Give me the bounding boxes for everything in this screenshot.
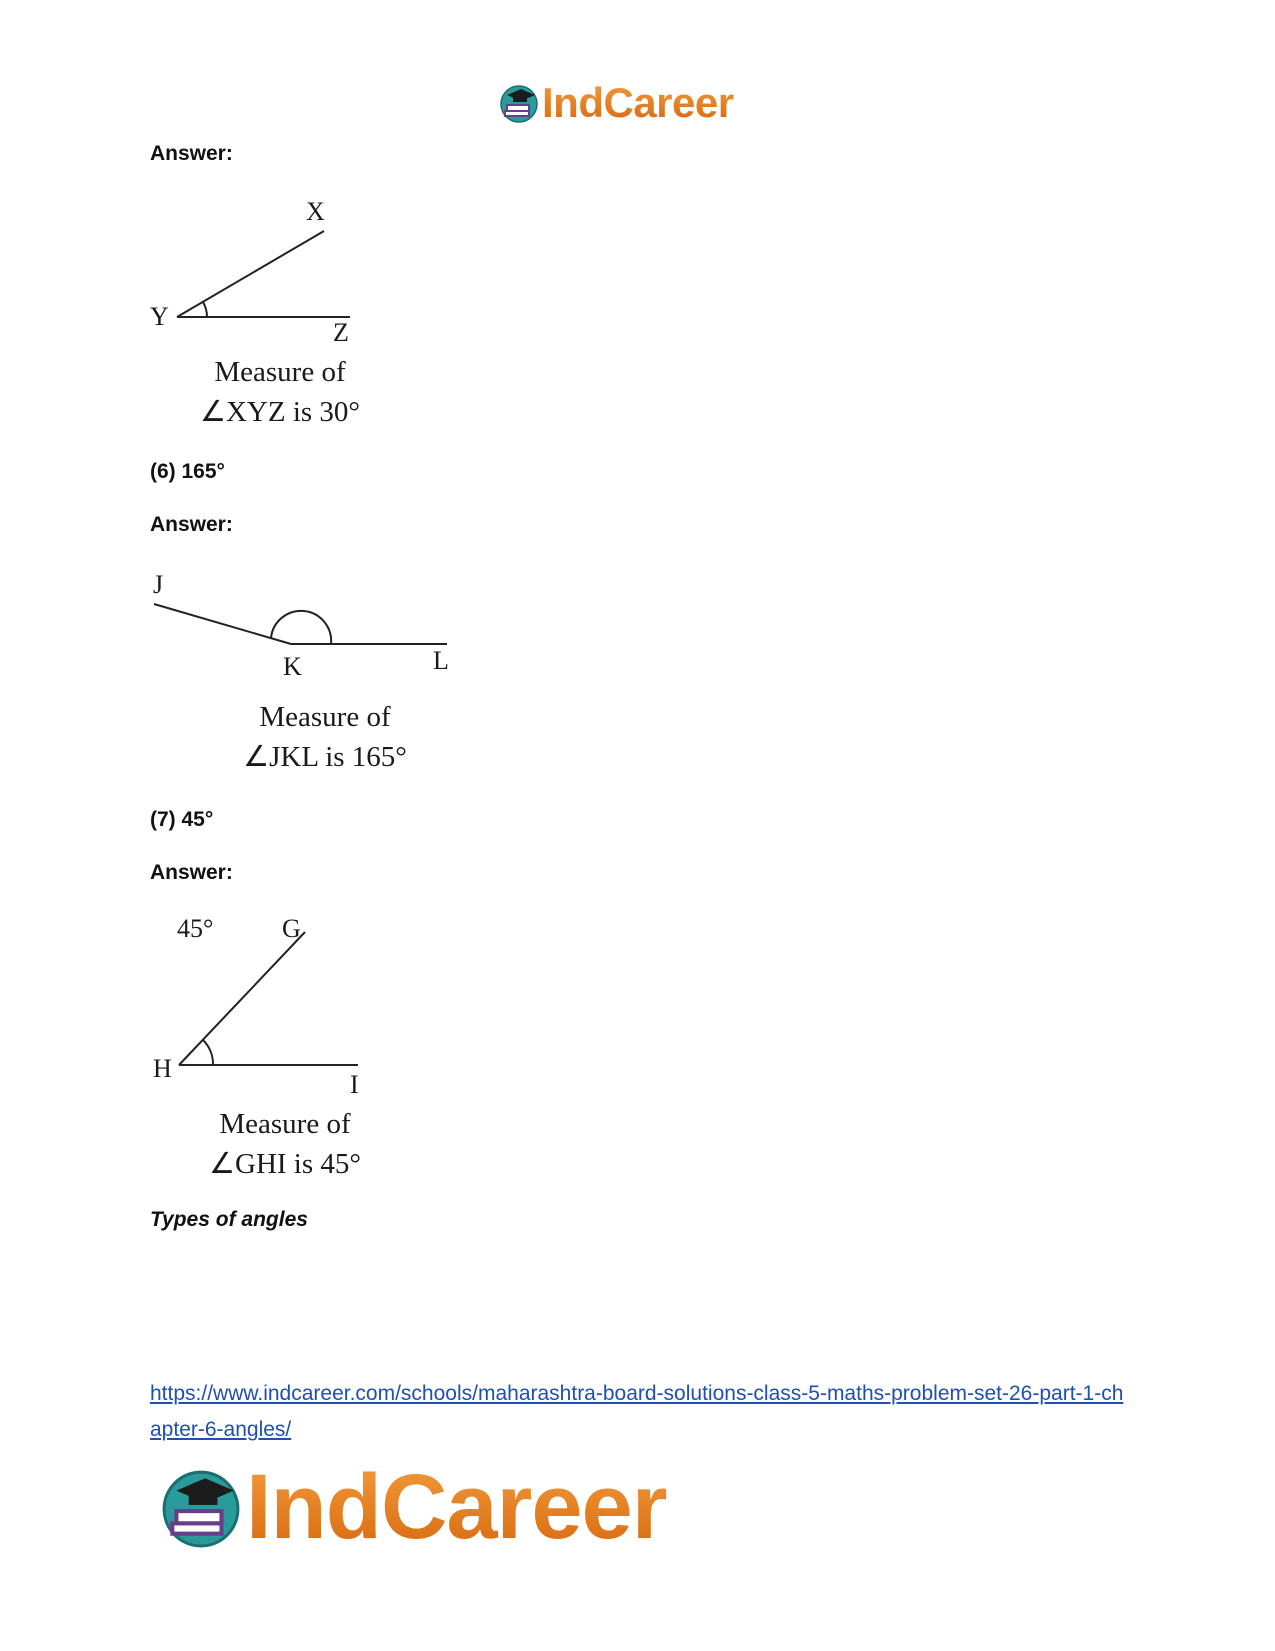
point-y-label: Y: [150, 302, 169, 331]
caption-line-1: Measure of: [219, 1108, 351, 1140]
point-g-label: G: [282, 914, 301, 943]
point-z-label: Z: [333, 318, 349, 347]
point-h-label: H: [153, 1054, 172, 1083]
logo-wordmark: IndCareer: [246, 1456, 667, 1558]
question-heading: (6) 165°: [150, 460, 225, 483]
caption-line-2: ∠GHI is 45°: [209, 1148, 361, 1180]
caption-line-1: Measure of: [259, 701, 391, 733]
point-l-label: L: [433, 646, 449, 675]
logo-wordmark: IndCareer: [542, 79, 734, 126]
question-heading: (7) 45°: [150, 808, 214, 831]
diagram-caption: [165, 1104, 405, 1184]
angle-xyz-diagram: [150, 195, 410, 355]
answer-label: Answer:: [150, 142, 233, 165]
caption-line-2: ∠JKL is 165°: [243, 741, 407, 773]
point-k-label: K: [283, 652, 302, 681]
caption-line-1: Measure of: [214, 356, 346, 388]
header-logo: [499, 80, 734, 126]
point-j-label: J: [153, 570, 164, 599]
graduation-book-globe-icon: [499, 83, 539, 123]
answer-label: Answer:: [150, 861, 233, 884]
diagram-caption: [160, 352, 400, 432]
graduation-book-globe-icon: [160, 1466, 242, 1548]
answer-label: Answer:: [150, 513, 233, 536]
source-link[interactable]: https://www.indcareer.com/schools/maharashtra-board-solutions-class-5-maths-problem-set-26-part-1-chapter-6-angles/: [150, 1382, 1124, 1441]
angle-value-label: 45°: [177, 914, 214, 943]
caption-line-2: ∠XYZ is 30°: [199, 396, 361, 428]
point-i-label: I: [350, 1070, 359, 1099]
footer-logo: [160, 1456, 667, 1558]
point-x-label: X: [306, 197, 325, 226]
angle-jkl-diagram: [150, 570, 460, 660]
angle-ghi-diagram: [150, 930, 380, 1080]
diagram-caption: [195, 697, 455, 777]
section-subheading: Types of angles: [150, 1208, 308, 1231]
